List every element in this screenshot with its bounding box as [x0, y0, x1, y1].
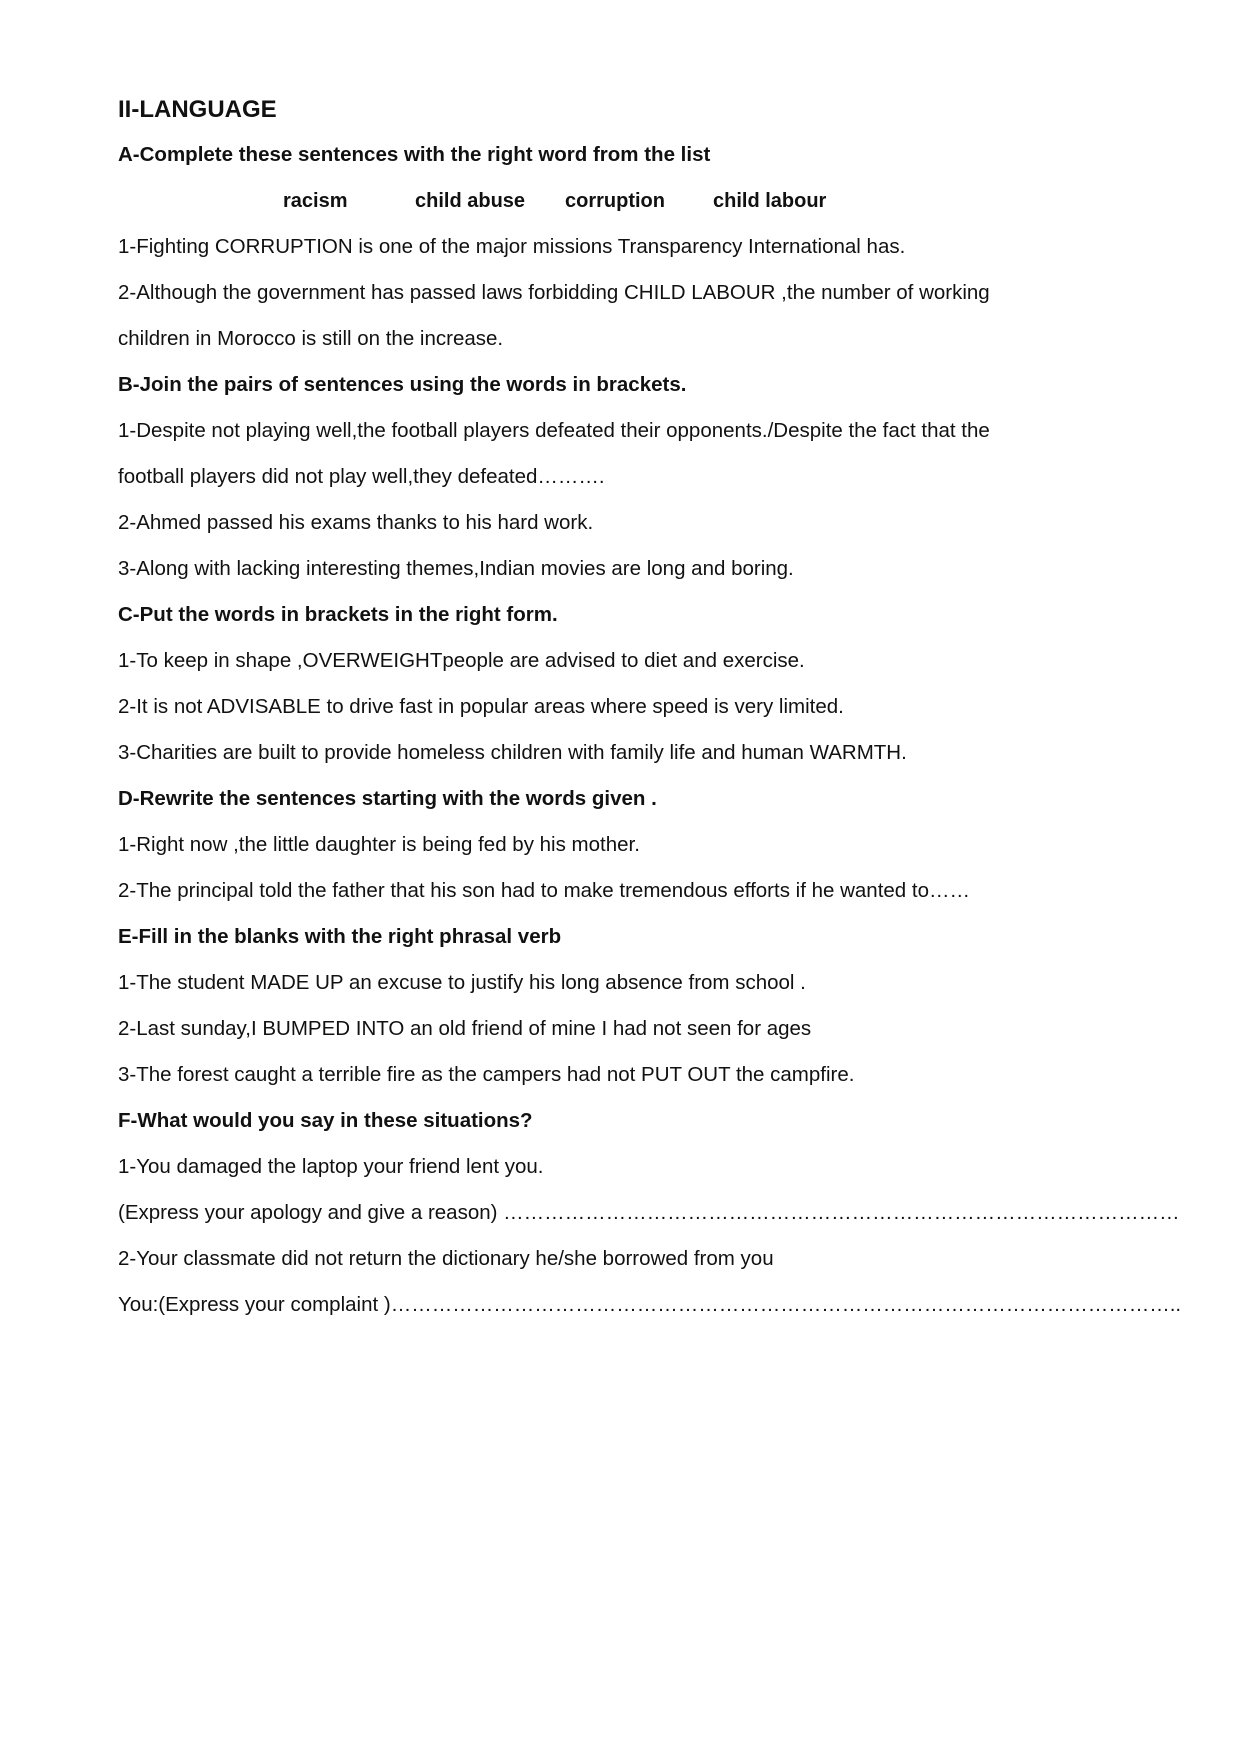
section-a-item: 1-Fighting CORRUPTION is one of the major missions Transparency International has. [118, 235, 906, 258]
section-f-heading: F-What would you say in these situations? [118, 1109, 533, 1132]
section-c-item: 1-To keep in shape ,OVERWEIGHTpeople are advised to diet and exercise. [118, 649, 805, 672]
section-c-heading: C-Put the words in brackets in the right form. [118, 603, 558, 626]
section-d-heading: D-Rewrite the sentences starting with the words given . [118, 787, 657, 810]
section-a-item: children in Morocco is still on the increase. [118, 327, 504, 350]
word-list [118, 178, 1128, 224]
section-e-item: 2-Last sunday,I BUMPED INTO an old friend of mine I had not seen for ages [118, 1017, 812, 1040]
section-b-item: 3-Along with lacking interesting themes,Indian movies are long and boring. [118, 557, 794, 580]
worksheet-content [118, 88, 1182, 1328]
section-c-item: 3-Charities are built to provide homeless children with family life and human WARMTH. [118, 741, 907, 764]
word-list-item: child abuse [415, 190, 526, 212]
section-b-item: 1-Despite not playing well,the football players defeated their opponents./Despite the fact that the [118, 419, 990, 442]
section-f-answer-line: (Express your apology and give a reason) ……………………………………………………………………………………… [118, 1201, 1180, 1224]
section-f-item: 1-You damaged the laptop your friend lent you. [118, 1155, 544, 1178]
section-f-answer-line: You:(Express your complaint )…………………………………………………………………………………………………….. [118, 1293, 1182, 1316]
word-list-item: racism [283, 190, 348, 212]
section-e-item: 1-The student MADE UP an excuse to justify his long absence from school . [118, 971, 806, 994]
section-d-item: 1-Right now ,the little daughter is being fed by his mother. [118, 833, 640, 856]
section-c-item: 2-It is not ADVISABLE to drive fast in popular areas where speed is very limited. [118, 695, 844, 718]
section-d-item: 2-The principal told the father that his son had to make tremendous efforts if he wanted to…… [118, 879, 970, 902]
section-a-item: 2-Although the government has passed laws forbidding CHILD LABOUR ,the number of working [118, 281, 990, 304]
section-b-heading: B-Join the pairs of sentences using the words in brackets. [118, 373, 687, 396]
page-title: II-LANGUAGE [118, 96, 277, 123]
section-e-item: 3-The forest caught a terrible fire as the campers had not PUT OUT the campfire. [118, 1063, 855, 1086]
word-list-item: corruption [565, 190, 665, 212]
section-f-item: 2-Your classmate did not return the dictionary he/she borrowed from you [118, 1247, 774, 1270]
section-b-item: 2-Ahmed passed his exams thanks to his hard work. [118, 511, 594, 534]
word-list-item: child labour [713, 190, 827, 212]
section-b-item: football players did not play well,they defeated………. [118, 465, 605, 488]
section-a-heading: A-Complete these sentences with the right word from the list [118, 143, 711, 166]
section-e-heading: E-Fill in the blanks with the right phrasal verb [118, 925, 562, 948]
